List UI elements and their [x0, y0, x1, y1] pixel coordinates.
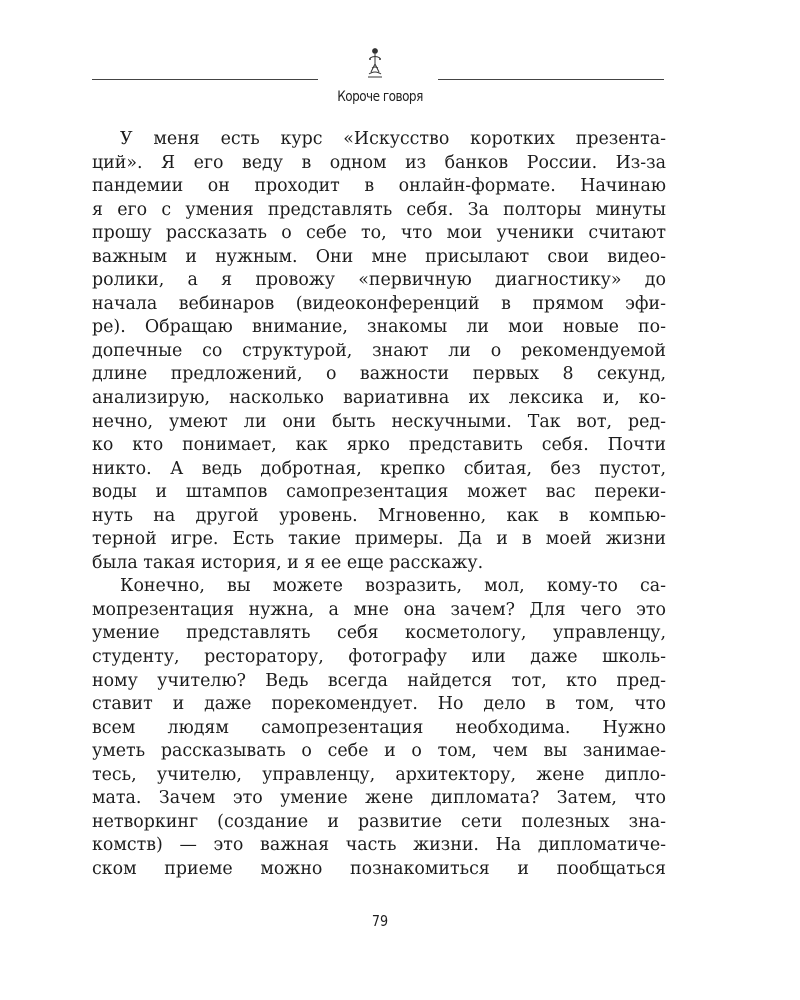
text-line: ставит и даже порекомендует. Но дело в том, что — [92, 694, 666, 715]
running-title: Короче говоря — [337, 89, 423, 105]
text-line: нетворкинг (создание и развитие сети полезных зна- — [92, 811, 666, 832]
text-line: умение представлять себя косметологу, управленцу, — [92, 623, 666, 644]
text-line: уметь рассказывать о себе и о том, чем вы занимае- — [92, 741, 666, 762]
text-line: длине предложений, о важности первых 8 секунд, — [92, 364, 666, 385]
text-line: комств) — это важная часть жизни. На дипломатиче- — [92, 835, 666, 856]
text-line: анализирую, насколько вариативна их лексика и, ко- — [92, 388, 666, 409]
text-line: У меня есть курс «Искусство коротких презента- — [120, 129, 666, 149]
page-number: 79 — [371, 912, 389, 930]
paragraph — [92, 128, 666, 575]
text-line: нуть на другой уровень. Мгновенно, как в компью- — [92, 505, 666, 526]
text-line: студенту, ресторатору, фотографу или даже школь- — [92, 647, 666, 668]
figure-ornament-icon — [364, 46, 386, 80]
text-line: ций». Я его веду в одном из банков России. Из-за — [92, 152, 666, 173]
text-line: была такая история, и я ее еще расскажу. — [92, 552, 484, 573]
paragraph — [92, 575, 666, 881]
text-line: тесь, учителю, управленцу, архитектору, жене дипло- — [92, 764, 666, 785]
text-line: всем людям самопрезентация необходима. Нужно — [92, 717, 666, 738]
body-text — [92, 128, 666, 882]
text-line: Конечно, вы можете возразить, мол, кому-то са- — [120, 576, 666, 597]
text-line: терной игре. Есть такие примеры. Да и в моей жизни — [92, 529, 666, 550]
text-line: ролики, а я провожу «первичную диагностику» до — [92, 270, 666, 291]
text-line: ре). Обращаю внимание, знакомы ли мои новые по- — [92, 317, 666, 338]
text-line: ко кто понимает, как ярко представить себя. Почти — [92, 435, 666, 456]
header-rule-right — [438, 79, 664, 80]
text-line: воды и штампов самопрезентация может вас переки- — [92, 482, 666, 503]
text-line: мопрезентация нужна, а мне она зачем? Для чего это — [92, 599, 666, 620]
header-rule-left — [92, 79, 318, 80]
text-line: я его с умения представлять себя. За полторы минуты — [92, 199, 666, 220]
text-line: начала вебинаров (видеоконференций в прямом эфи- — [92, 293, 666, 314]
text-line: никто. А ведь добротная, крепко сбитая, без пустот, — [92, 458, 666, 479]
text-line: ском приеме можно познакомиться и пообщаться — [92, 858, 666, 879]
text-line: допечные со структурой, знают ли о рекомендуемой — [92, 340, 666, 361]
page-header — [0, 46, 800, 116]
text-line: мата. Зачем это умение жене дипломата? Затем, что — [92, 788, 666, 809]
text-line: нечно, умеют ли они быть нескучными. Так вот, ред- — [92, 411, 666, 432]
text-line: ному учителю? Ведь всегда найдется тот, кто пред- — [92, 670, 666, 691]
text-line: пандемии он проходит в онлайн-формате. Начинаю — [92, 176, 666, 197]
text-line: важным и нужным. Они мне присылают свои видео- — [92, 246, 666, 267]
text-line: прошу рассказать о себе то, что мои ученики считают — [92, 223, 666, 244]
